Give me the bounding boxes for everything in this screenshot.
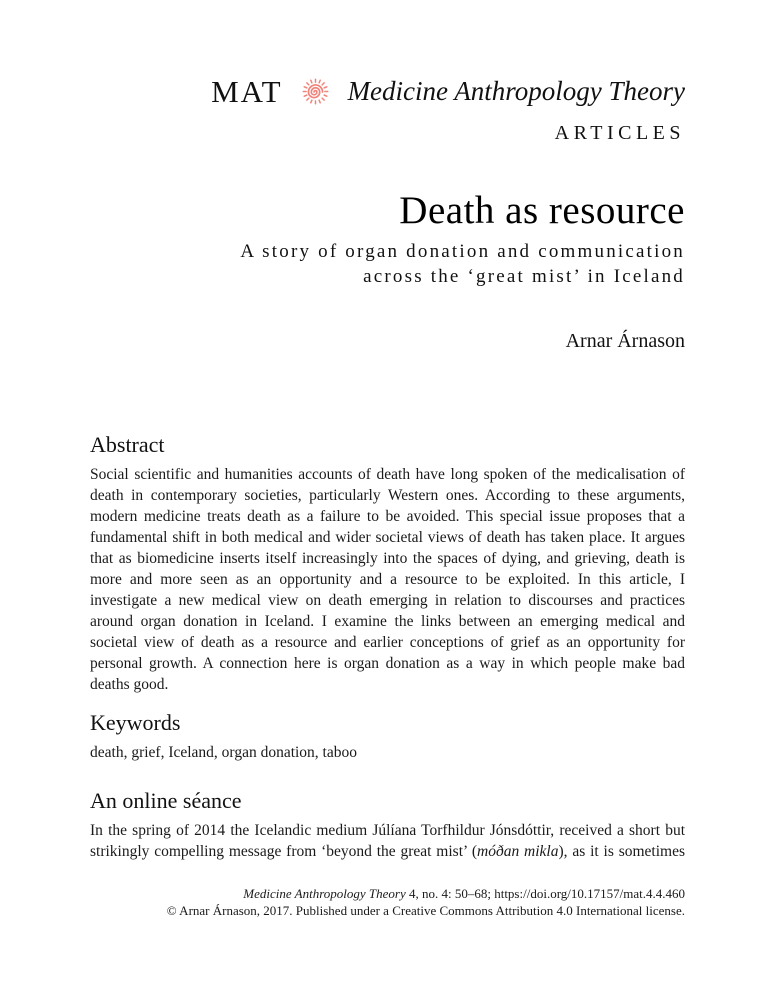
page-footer bbox=[167, 886, 685, 919]
mat-logotype: MAT bbox=[211, 73, 283, 109]
author-name: Arnar Árnason bbox=[565, 330, 685, 352]
icelandic-term-italic: móðan mikla bbox=[477, 843, 559, 860]
abstract-body: Social scientific and humanities accounts of death have long spoken of the medicalisation of death in contemporary societies, particularly Western ones. According to these arguments, modern medicine treats death as a failure to be avoided. This special issue proposes that a fundamental shift in both medical and wider societal views of death has taken place. It argues that as biomedicine inserts itself increasingly into the spaces of dying, and grieving, death is more and more seen as an opportunity and a resource to be exploited. In this article, I investigate a new medical view on death emerging in relation to discourses and practices around organ donation in Iceland. I examine the links between an emerging medical and societal view of death as a resource and earlier conceptions of grief as an opportunity for personal growth. A connection here is organ donation as a way in which people make bad deaths good. bbox=[90, 466, 685, 693]
seance-text-before: In the spring of 2014 the Icelandic medium Júlíana Torfhildur Jónsdóttir, received a short but strikingly compelling message from ‘beyond the great mist’ ( bbox=[90, 822, 685, 860]
article-subtitle-line-1: A story of organ donation and communication bbox=[240, 241, 685, 262]
keywords-heading: Keywords bbox=[90, 710, 181, 735]
article-subtitle-line-2: across the ‘great mist’ in Iceland bbox=[363, 266, 685, 287]
spiral-sun-icon bbox=[292, 68, 339, 115]
keywords-list: death, grief, Iceland, organ donation, taboo bbox=[90, 744, 357, 761]
journal-name: Medicine Anthropology Theory bbox=[347, 76, 685, 106]
main-content bbox=[90, 431, 685, 862]
article-title: Death as resource bbox=[399, 189, 685, 232]
citation-details: 4, no. 4: 50–68; https://doi.org/10.17157/mat.4.4.460 bbox=[405, 886, 685, 901]
seance-section-heading: An online séance bbox=[90, 788, 242, 813]
seance-text-after: ), as it is sometimes bbox=[558, 843, 686, 860]
license-line: © Arnar Árnason, 2017. Published under a Creative Commons Attribution 4.0 International license. bbox=[166, 902, 685, 918]
citation-journal-title: Medicine Anthropology Theory bbox=[243, 886, 406, 901]
section-label-articles: ARTICLES bbox=[554, 122, 685, 144]
title-block bbox=[240, 190, 685, 289]
abstract-heading: Abstract bbox=[90, 432, 165, 457]
seance-paragraph bbox=[90, 820, 685, 862]
citation-line bbox=[167, 886, 685, 903]
journal-header bbox=[211, 68, 685, 115]
